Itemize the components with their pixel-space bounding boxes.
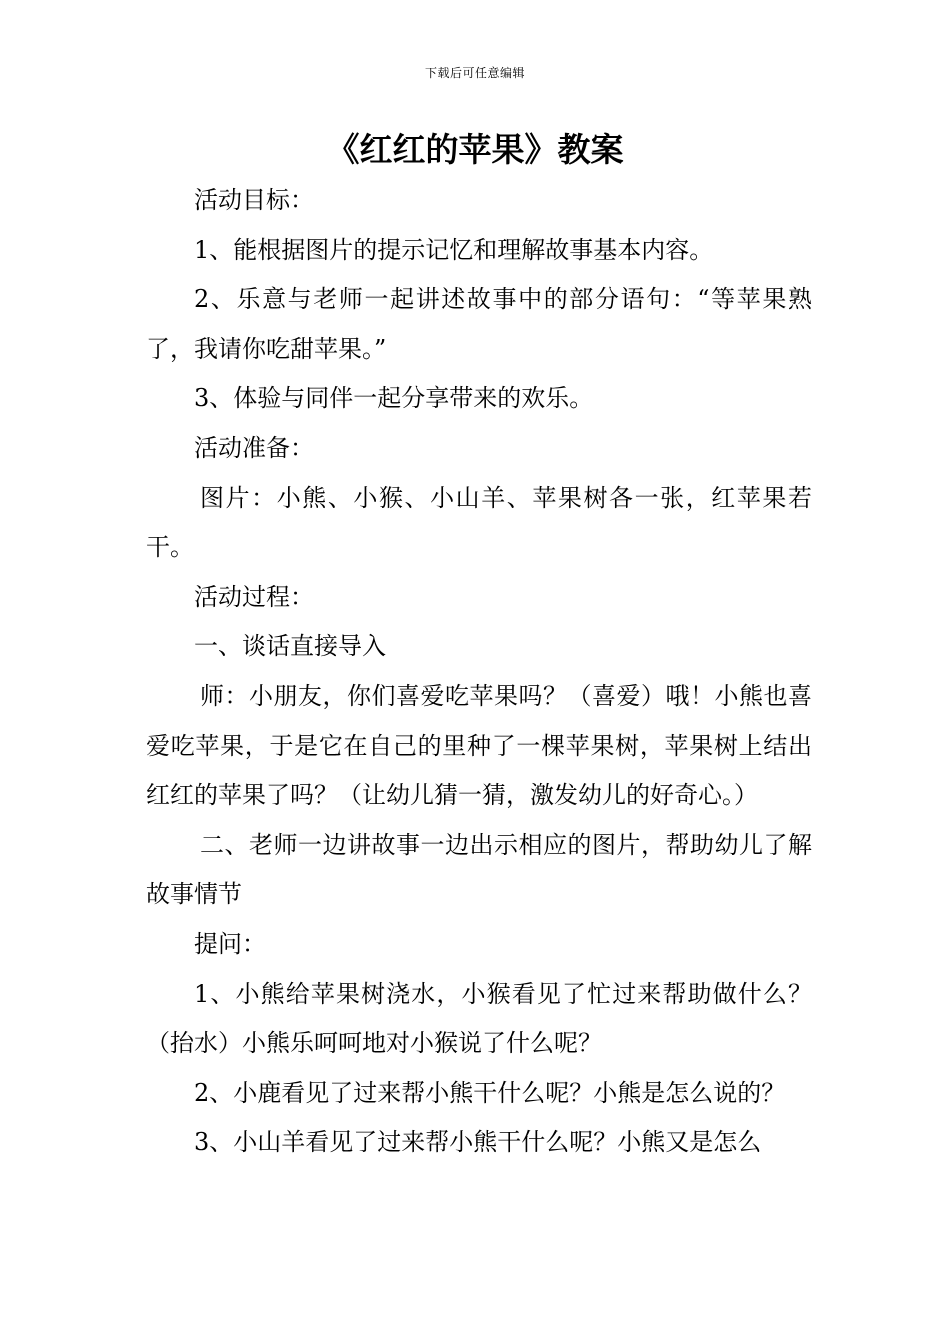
section-heading-process: 活动过程： — [194, 582, 314, 611]
process-step-heading: 二、老师一边讲故事一边出示相应的图片，帮助幼儿了解故事情节 — [146, 830, 812, 909]
document-title: 《红红的苹果》教案 — [326, 130, 624, 169]
section-heading-objectives: 活动目标： — [194, 186, 314, 214]
header-note: 下载后可任意编辑 — [424, 66, 525, 80]
process-step-heading: 一、谈话直接导入 — [194, 632, 386, 661]
teacher-dialogue: 师：小朋友，你们喜爱吃苹果吗？（喜爱）哦！小熊也喜爱吃苹果，于是它在自己的里种了一棵苹果树，苹果树上结出红红的苹果了吗？（让幼儿猜一猜，激发幼儿的好奇心。） — [146, 681, 812, 810]
document-body — [146, 176, 812, 1168]
question-item: 2、小鹿看见了过来帮小熊干什么呢？小熊是怎么说的？ — [194, 1078, 786, 1107]
objective-item: 2、乐意与老师一起讲述故事中的部分语句：“等苹果熟了，我请你吃甜苹果。” — [146, 285, 812, 363]
objective-item: 1、能根据图片的提示记忆和理解故事基本内容。 — [194, 235, 714, 264]
questions-heading: 提问： — [194, 929, 266, 958]
question-item: 3、小山羊看见了过来帮小熊干什么呢？小熊又是怎么 — [194, 1128, 762, 1157]
objective-item: 3、体验与同伴一起分享带来的欢乐。 — [194, 384, 594, 413]
section-heading-preparation: 活动准备： — [194, 433, 314, 462]
preparation-text: 图片：小熊、小猴、小山羊、苹果树各一张，红苹果若干。 — [146, 483, 812, 562]
question-item: 1、小熊给苹果树浇水，小猴看见了忙过来帮助做什么？（抬水）小熊乐呵呵地对小猴说了什么呢？ — [146, 979, 812, 1058]
